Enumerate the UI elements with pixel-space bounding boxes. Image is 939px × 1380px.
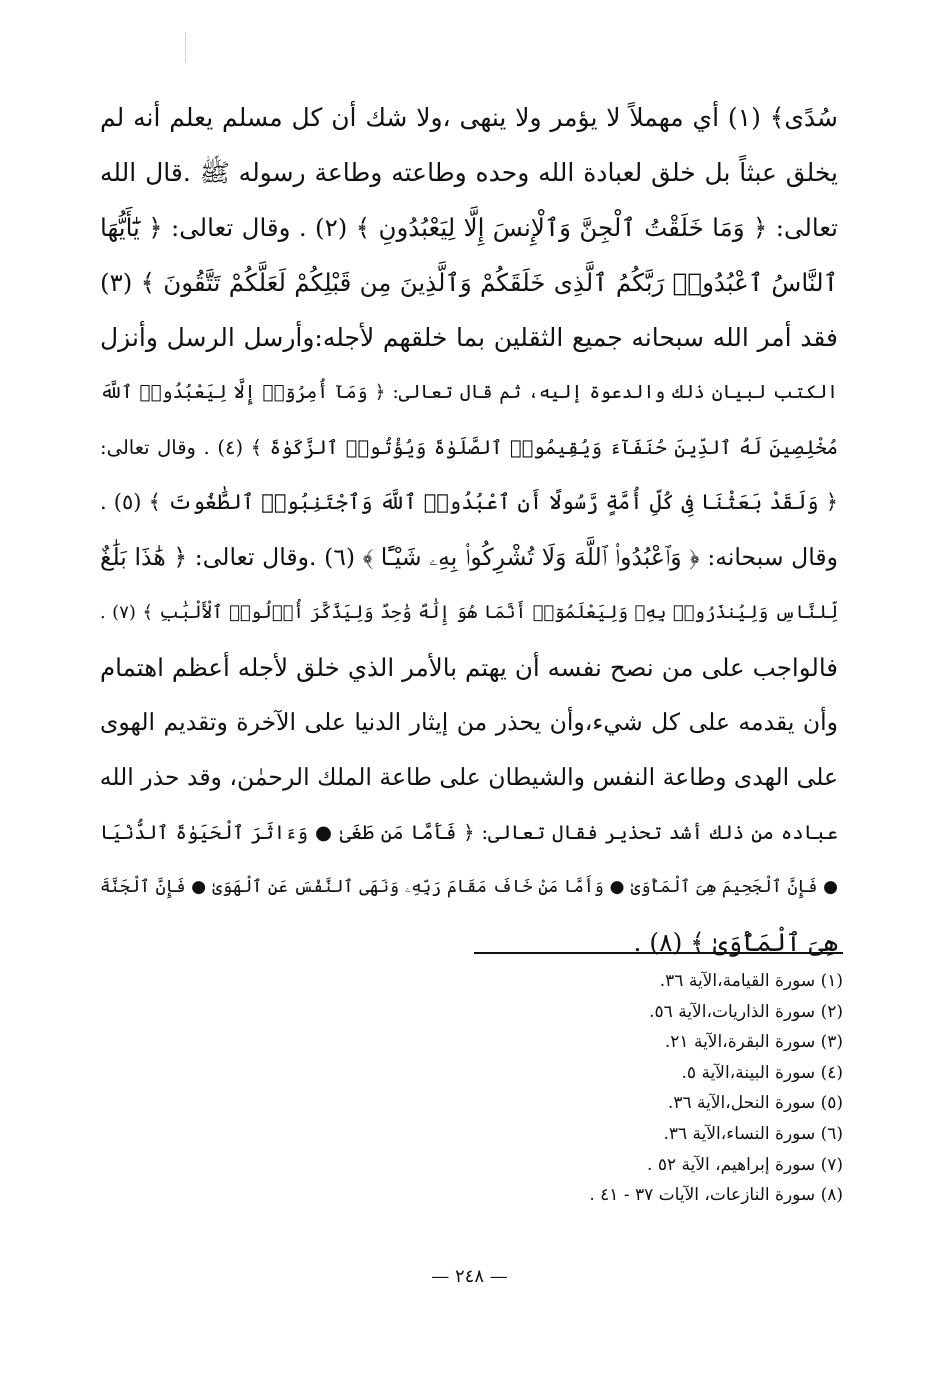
page-number: — ٢٤٨ — xyxy=(431,1266,508,1287)
footnote: (٨) سورة النازعات، الآيات ٣٧ - ٤١ . xyxy=(589,1185,843,1206)
footnotes xyxy=(400,966,843,1211)
text-line: على الهدى وطاعة النفس والشيطان على طاعة الملك الرحمٰن، وقد حذر الله xyxy=(100,763,838,791)
footnote: (٦) سورة النساء،الآية ٣٦. xyxy=(663,1123,843,1144)
footnote: (٥) سورة النحل،الآية ٣٦. xyxy=(667,1093,843,1114)
text-line: سُدًى﴾ (١) أي مهملاً لا يؤمر ولا ينهى ،ولا شك أن كل مسلم يعلم أنه لم xyxy=(100,103,838,132)
text-line: يخلق عبثاً بل خلق لعبادة الله وحده وطاعته وطاعة رسوله ﷺ .قال الله xyxy=(100,158,838,187)
footnote-separator xyxy=(474,952,843,954)
text-line: وأن يقدمه على كل شيء،وأن يحذر من إيثار الدنيا على الآخرة وتقديم الهوى xyxy=(100,708,838,736)
text-line: ٱلنَّاسُ ٱعْبُدُوا۟ رَبَّكُمُ ٱلَّذِى خَلَقَكُمْ وَٱلَّذِينَ مِن قَبْلِكُمْ لَعَلَّكُمْ تَتَّقُونَ ﴾ (٣) xyxy=(100,268,838,297)
text-line: تعالى: ﴿ وَمَا خَلَقْتُ ٱلْجِنَّ وَٱلْإِنسَ إِلَّا لِيَعْبُدُونِ ﴾ (٢) . وقال تعالى: ﴿ يَٰٓأَيُّهَا xyxy=(100,213,838,242)
text-line: مُخْلِصِينَ لَهُ ٱلدِّينَ حُنَفَآءَ وَيُقِيمُوا۟ ٱلصَّلَوٰةَ وَيُؤْتُوا۟ ٱلزَّكَوٰةَ ﴾ (٤) . وقال تعالى: xyxy=(100,436,838,459)
text-line: الكتب لبيان ذلك والدعوة إليه، ثم قال تعالى: ﴿ وَمَآ أُمِرُوٓا۟ إِلَّا لِيَعْبُدُوا۟ ٱللَّهَ xyxy=(100,382,838,403)
footnote: (٣) سورة البقرة،الآية ٢١. xyxy=(664,1032,843,1053)
footnote: (٧) سورة إبراهيم، الآية ٥٢ . xyxy=(647,1154,843,1175)
footnote: (١) سورة القيامة،الآية ٣٦. xyxy=(659,971,843,991)
text-line: عباده من ذلك أشد تحذير فقال تعالى: ﴿ فَأَمَّا مَن طَغَىٰ ● وَءَاثَرَ ٱلْحَيَوٰةَ ٱلدُّنْيَا xyxy=(100,821,838,844)
text-line: ﴿ وَلَقَدْ بَعَثْنَا فِى كُلِّ أُمَّةٍ رَّسُولًا أَنِ ٱعْبُدُوا۟ ٱللَّهَ وَٱجْتَنِبُوا۟ ٱلطَّٰغُوتَ ﴾ (٥) . xyxy=(100,490,838,514)
main-text xyxy=(100,90,838,970)
text-line: فقد أمر الله سبحانه جميع الثقلين بما خلقهم لأجله:وأرسل الرسل وأنزل xyxy=(100,323,838,352)
text-line: ● فَإِنَّ ٱلْجَحِيمَ هِىَ ٱلْمَأْوَىٰ ● وَأَمَّا مَنْ خَافَ مَقَامَ رَبِّهِۦ وَنَهَى ٱلنَّفْسَ عَنِ ٱلْهَوَىٰ ● فَإِنَّ ٱلْجَنَّةَ xyxy=(100,877,838,897)
text-line: هِىَ ٱلْمَأْوَىٰ ﴾ (٨) . xyxy=(633,928,838,957)
text-line: فالواجب على من نصح نفسه أن يهتم بالأمر الذي خلق لأجله أعظم اهتمام xyxy=(100,653,838,682)
text-line: وقال سبحانه: ﴿ وَٱعْبُدُوا۟ ٱللَّهَ وَلَا تُشْرِكُوا۟ بِهِۦ شَيْـًٔا ﴾ (٦) .وقال تعالى: ﴿ هَٰذَا بَلَٰغٌ xyxy=(100,543,838,571)
footnote: (٢) سورة الذاريات،الآية ٥٦. xyxy=(649,1001,843,1022)
footnote: (٤) سورة البينة،الآية ٥. xyxy=(681,1062,843,1083)
margin-mark xyxy=(185,32,189,62)
text-line: لِّلنَّاسِ وَلِيُنذَرُوا۟ بِهِۦ وَلِيَعْلَمُوٓا۟ أَنَّمَا هُوَ إِلَٰهٌ وَٰحِدٌ وَلِيَذَّكَّرَ أُو۟لُوا۟ ٱلْأَلْبَٰبِ ﴾ (٧) . xyxy=(100,602,838,623)
